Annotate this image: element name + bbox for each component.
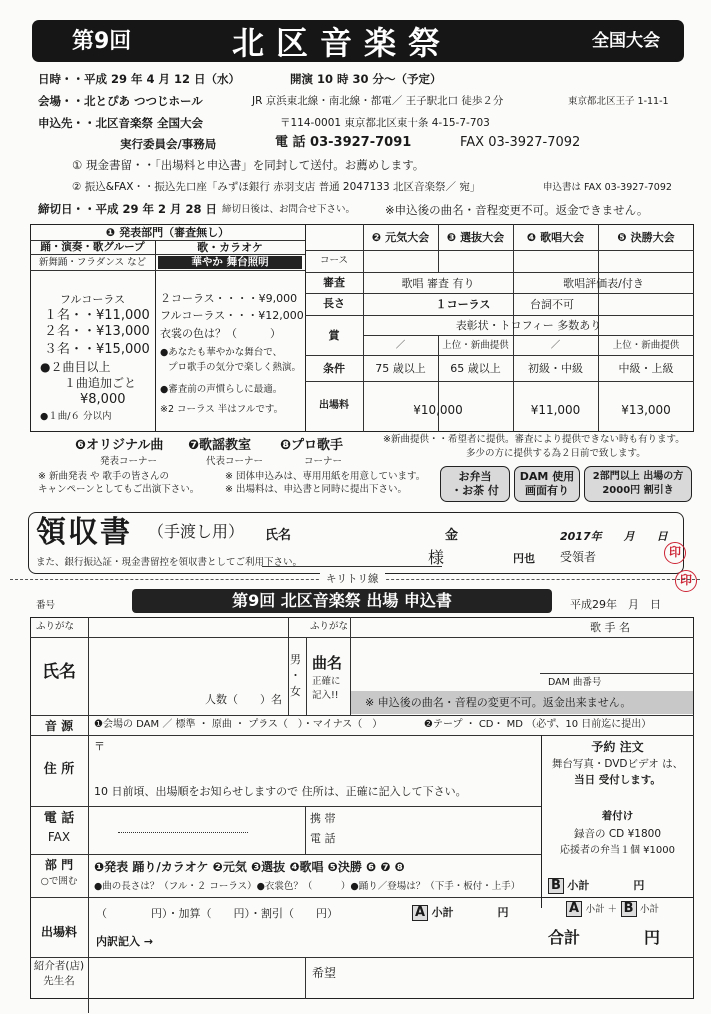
venue-address: 東京都北区王子 1-11-1	[568, 96, 669, 107]
row-condition: 条件	[323, 362, 345, 375]
total: 合計 円	[548, 928, 661, 947]
prize-cell-3: ／	[550, 340, 561, 351]
tel-number: 電 話 03-3927-7091	[275, 135, 412, 150]
note-left-1: ※ 新曲発表 や 歌手の皆さんの	[38, 471, 170, 482]
cond-cell-2: 65 歳以上	[450, 362, 501, 375]
cond-cell-1: 75 歳以上	[375, 362, 426, 375]
source-options[interactable]: ❶会場の DAM ／ 標準 ・ 原曲 ・ プラス（ ）・マイナス（ ）	[94, 719, 383, 730]
order-line-1: 舞台写真・DVDビデオ は、	[551, 758, 684, 770]
fc-price-3: ３名・・¥15,000	[44, 342, 150, 357]
festival-subtitle: 全国大会	[592, 31, 660, 51]
receipt-seal-2: 印	[675, 570, 697, 592]
bumon-label: 部 門	[44, 858, 74, 872]
festival-title: 北区音楽祭	[232, 24, 453, 62]
sing-line-7: ※2 コーラス 半はフルです。	[160, 404, 284, 415]
fullcourse-label: フルコーラス	[59, 293, 126, 306]
order-line-2: 当日 受付します。	[574, 774, 661, 786]
receipt-date: 2017年 月 日	[560, 530, 668, 543]
sing-line-3: 衣裳の色は？（ ）	[160, 327, 281, 340]
furigana-label: ふりがな	[36, 621, 75, 632]
sing-line-6: ●審査前の声慣らしに最適。	[160, 384, 283, 395]
prize-value: 表彰状・トロフィー 多数あり	[455, 319, 602, 332]
fax-label: FAX	[47, 830, 71, 844]
prize-cell-1: ／	[395, 340, 406, 351]
form-date: 平成29年 月 日	[570, 598, 661, 611]
singer-label: 歌 手 名	[590, 621, 630, 634]
order-line-3: 着付け	[601, 810, 634, 822]
method-transfer: ② 振込&FAX・・振込先口座「みずほ銀行 赤羽支店 普通 2047133 北区音楽祭／ 宛」	[72, 181, 481, 193]
course-genki: ❷ 元気大会	[371, 231, 430, 244]
dam-badge: DAM 使用 画面有り	[514, 466, 580, 502]
col-sing: 歌・カラオケ	[197, 241, 263, 254]
source-options-2[interactable]: ❷テープ ・ CD・ MD （必ず、10 日前迄に提出）	[424, 719, 652, 730]
method-fax-note: 申込書は FAX 03-3927-7092	[543, 182, 672, 193]
sing-line-2: フルコーラス・・・¥12,000	[160, 309, 304, 322]
ab-formula: A 小計 ＋ B 小計	[566, 901, 659, 917]
course-label: コース	[319, 255, 349, 266]
one-add: １曲追加ごと	[64, 376, 137, 390]
shinsa-b: 歌唱評価表/付き	[563, 277, 644, 290]
per-song: ●１曲/６ 分以内	[40, 411, 112, 422]
two-songs: ●２曲目以上	[40, 360, 111, 374]
venue-access: JR 京浜東北線・南北線・都電／ 王子駅北口 徒歩２分	[252, 95, 504, 107]
cut-line-label: キリトリ線	[320, 573, 385, 586]
fee-cell-2: ¥11,000	[530, 403, 581, 417]
address-note: 10 日前頃、出場順をお知らせしますので 住所は、正確に記入して下さい。	[94, 785, 467, 798]
dance-sub: 新舞踊・フラダンス など	[38, 257, 147, 268]
edition-label: 第9回	[72, 29, 132, 54]
sing-line-4: ●あなたも華やかな舞台で、	[160, 347, 283, 358]
bumon-sub: ○で囲む	[40, 876, 78, 887]
hanayaka-badge: 華やか 舞台照明	[158, 256, 302, 269]
introducer-label-2: 先生名	[43, 975, 75, 987]
gender-label: 男 ・ 女	[290, 653, 301, 698]
introducer-label-1: 紹介者(店)	[33, 960, 85, 972]
committee-label: 実行委員会/事務局	[120, 137, 217, 151]
name-label: 氏名	[42, 662, 76, 682]
length-value: １コーラス	[435, 298, 491, 311]
receipt-sama: 様	[428, 548, 445, 567]
fc-price-1: １名・・¥11,000	[44, 308, 150, 323]
prize-cell-4: 上位・新曲提供	[612, 340, 680, 351]
discount-badge: 2部門以上 出場の方 2000円 割引き	[584, 466, 692, 502]
apply-postal: 〒114-0001 東京都北区東十条 4-15-7-703	[280, 117, 490, 129]
event-date: 日時・・平成 29 年 4 月 12 日（水）	[38, 72, 241, 86]
sing-line-1: ２コーラス・・・・¥9,000	[160, 292, 298, 305]
receipt-note: また、銀行振込証・現金書留控を領収書としてご利用下さい。	[36, 557, 303, 568]
row-fee: 出場料	[319, 400, 349, 411]
ninzu-field[interactable]: 人数（ ）名	[205, 693, 282, 706]
receipt-title: 領収書	[36, 515, 132, 550]
row-shinsa: 審査	[323, 276, 345, 289]
cond-cell-4: 中級・上級	[618, 362, 674, 375]
song-note-1: 正確に	[312, 676, 341, 687]
note-left-2: キャンペーンとしてもご出演下さい。	[38, 484, 200, 495]
bumon-options[interactable]: ❶発表 踊り/カラオケ ❷元気 ❸選抜 ❹歌唱 ❺決勝 ❻ ❼ ❽	[94, 860, 405, 874]
bumon-sub-options[interactable]: ●曲の長さは？（フル・２ コーラス）●衣裳色？（ ）●踊り／登場は？（下手・板付・上手）	[94, 881, 521, 892]
event-open: 開演 10 時 30 分～（予定）	[290, 72, 442, 86]
event-venue: 会場・・北とぴあ つつじホール	[38, 94, 203, 108]
fee-cell-1: ¥10,000	[413, 403, 463, 417]
song-label: 曲名	[312, 654, 343, 672]
apply-to: 申込先・・北区音楽祭 全国大会	[38, 116, 204, 130]
row-length: 長さ	[323, 297, 345, 310]
prize-cell-2: 上位・新曲提供	[442, 340, 509, 351]
order-title: 予約 注文	[591, 740, 644, 754]
order-line-4: 録音の CD ¥1800	[574, 828, 661, 840]
dam-number-label: DAM 曲番号	[548, 677, 602, 688]
deadline-note: 締切日後は、お問合せ下さい。	[222, 204, 356, 215]
b-subtotal: B 小計 円	[548, 878, 644, 894]
course-kasho: ❹ 歌唱大会	[526, 231, 585, 244]
postal-mark: 〒	[94, 740, 105, 753]
newsong-note-1: ※新曲提供・・希望者に提供。審査により提供できない時も有ります。	[383, 434, 685, 445]
source-label: 音 源	[44, 719, 74, 733]
address-label: 住 所	[43, 762, 75, 777]
one-add-price: ¥8,000	[80, 392, 126, 407]
extra-original: ❻オリジナル曲	[75, 438, 164, 453]
form-title: 第9回 北区音楽祭 出場 申込書	[132, 589, 552, 613]
newsong-note-2: 多少の方に提供する為２日前で致します。	[466, 448, 646, 459]
note-mid-1: ※ 団体申込みは、専用用紙を用意しています。	[225, 471, 426, 482]
title-banner	[32, 20, 684, 62]
a-subtotal: A 小計 円	[412, 905, 509, 921]
breakdown-label: 内訳記入 →	[96, 935, 154, 948]
sing-line-5: プロ歌手の気分で楽しく熱演。	[168, 362, 302, 373]
song-note-2: 記入!!	[312, 690, 339, 701]
bento-badge: お弁当 ・お茶 付	[440, 466, 510, 502]
fee-label: 出場料	[40, 925, 77, 939]
form-number: 番号	[36, 600, 56, 611]
method-cash: ① 現金書留・・「出場料と申込書」を同封して送付。お薦めします。	[72, 158, 425, 172]
request-label: 希望	[312, 966, 337, 980]
deadline: 締切日・・平成 29 年 2 月 28 日	[38, 202, 218, 216]
extra-original-sub: 発表コーナー	[100, 456, 158, 467]
notice-no-refund: ※申込後の曲名・音程変更不可。返金できません。	[385, 203, 649, 217]
receipt-enya: 円也	[513, 552, 535, 565]
col-dance: 踊・演奏・歌グループ	[40, 241, 145, 253]
fee-line[interactable]: （ 円）・加算（ 円）・割引（ 円）	[96, 907, 338, 920]
extra-pro-sub: コーナー	[304, 456, 343, 467]
receipt-name: 氏名	[265, 528, 292, 543]
mobile-label-2: 電 話	[310, 832, 336, 845]
note-mid-2: ※ 出場料は、申込書と同時に提出下さい。	[225, 484, 407, 495]
division-header: ❶ 発表部門（審査無し）	[105, 226, 230, 239]
shinsa-a: 歌唱 審査 有り	[401, 277, 475, 290]
order-line-5: 応援者の弁当１個 ¥1000	[560, 845, 675, 856]
cond-cell-3: 初級・中級	[528, 362, 583, 375]
mobile-label-1: 携 帯	[310, 812, 336, 825]
length-note: 台詞不可	[530, 298, 574, 311]
fee-cell-3: ¥13,000	[621, 403, 671, 417]
extra-pro: ❽プロ歌手	[280, 438, 344, 453]
song-warning: ※ 申込後の曲名・音程の変更不可。返金出来ません。	[351, 691, 693, 714]
extra-kayo: ❼歌謡教室	[188, 438, 252, 453]
course-senbatsu: ❸ 選抜大会	[446, 231, 505, 244]
receipt-seal: 印	[664, 542, 686, 564]
receipt-receiver: 受領者	[560, 550, 597, 564]
receipt-sub: （手渡し用）	[148, 522, 245, 541]
tel-label: 電 話	[43, 811, 75, 826]
row-prize: 賞	[328, 329, 340, 342]
course-kessho: ❺ 決勝大会	[617, 231, 675, 244]
extra-kayo-sub: 代表コーナー	[206, 456, 264, 467]
furigana-label-2: ふりがな	[310, 621, 349, 632]
fc-price-2: ２名・・¥13,000	[44, 324, 150, 339]
fax-number: FAX 03-3927-7092	[460, 135, 581, 150]
receipt-amount: 金	[445, 528, 459, 543]
